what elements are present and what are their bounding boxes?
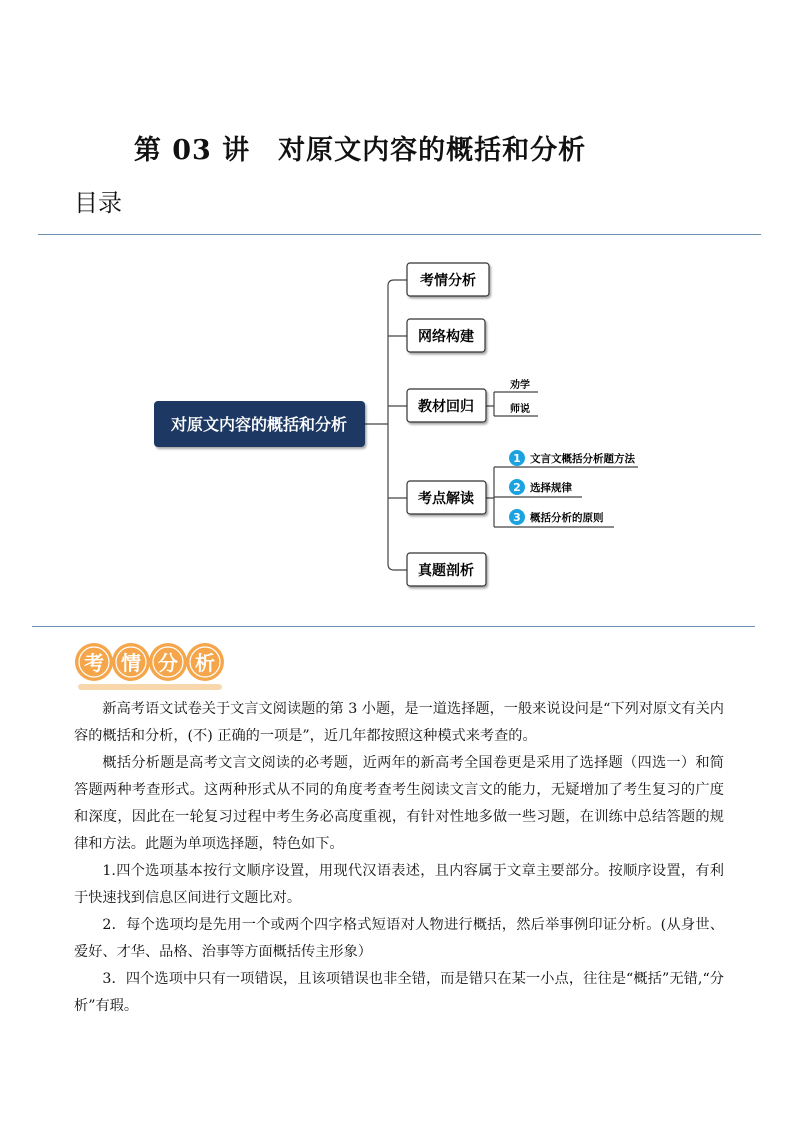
branch-label: 教材回归	[418, 399, 474, 415]
svg-text:析: 析	[195, 651, 215, 675]
svg-text:情: 情	[121, 651, 141, 675]
divider-bottom	[32, 626, 755, 627]
mindmap-root	[154, 401, 365, 447]
exam-point-2	[509, 479, 572, 495]
exam-point-number: 1	[513, 452, 521, 465]
exam-point-3	[509, 509, 604, 525]
branch-zhenti	[407, 553, 486, 586]
paragraph-overview: 概括分析题是高考文言文阅读的必考题，近两年的新高考全国卷更是采用了选择题（四选一）和简答题两种考查形式。这两种形式从不同的角度考查考生阅读文言文的能力，无疑增加了考生复习的广度和深度，因此在一轮复习过程中考生务必高度重视，有针对性地多做一些习题，在训练中总结答题的规律和方法。此题为单项选择题，特色如下。	[74, 755, 724, 852]
textbook-item: 劝学	[510, 380, 530, 391]
branch-wangluo	[407, 319, 485, 352]
page-title: 第 03 讲 对原文内容的概括和分析	[133, 135, 587, 166]
branch-kaodian	[407, 481, 486, 514]
paragraph-point-2: 2．每个选项均是先用一个或两个四字格式短语对人物进行概括，然后举事例印证分析。(从身世、爱好、才华、品格、治事等方面概括传主形象）	[74, 917, 724, 960]
badge-char-2	[112, 643, 150, 681]
svg-text:考: 考	[84, 651, 104, 675]
mindmap-root-label: 对原文内容的概括和分析	[170, 415, 348, 434]
badge-char-1	[75, 643, 113, 681]
branch-kaoqing	[407, 263, 489, 296]
badge-char-3	[149, 643, 187, 681]
mindmap-connectors	[365, 280, 638, 570]
exam-point-number: 2	[513, 481, 521, 494]
exam-point-1	[509, 450, 635, 466]
exam-point-label: 文言文概括分析题方法	[530, 453, 635, 465]
branch-label: 考点解读	[418, 491, 474, 507]
branch-label: 真题剖析	[418, 563, 474, 579]
paragraph-point-1: 1.四个选项基本按行文顺序设置，用现代汉语表述，且内容属于文章主要部分。按顺序设置，有利于快速找到信息区间进行文题比对。	[74, 863, 724, 906]
exam-point-label: 概括分析的原则	[530, 512, 604, 524]
textbook-item: 师说	[510, 404, 530, 415]
paragraph-intro: 新高考语文试卷关于文言文阅读题的第 3 小题，是一道选择题，一般来说设问是“下列对原文有关内容的概括和分析，(不) 正确的一项是”，近几年都按照这种模式来考查的。	[74, 701, 724, 744]
section-badge-kaoqing	[74, 640, 226, 692]
paragraph-point-3: 3．四个选项中只有一项错误，且该项错误也非全错，而是错只在某一小点，往往是“概括”无错,“分析”有瑕。	[74, 971, 724, 1014]
exam-point-label: 选择规律	[530, 482, 572, 494]
badge-char-4	[186, 643, 224, 681]
branch-label: 网络构建	[418, 329, 474, 345]
branch-label: 考情分析	[420, 273, 476, 289]
exam-point-number: 3	[513, 511, 521, 524]
toc-heading: 目录	[74, 189, 122, 217]
svg-text:分: 分	[158, 651, 178, 675]
branch-jiaocai	[407, 389, 486, 422]
